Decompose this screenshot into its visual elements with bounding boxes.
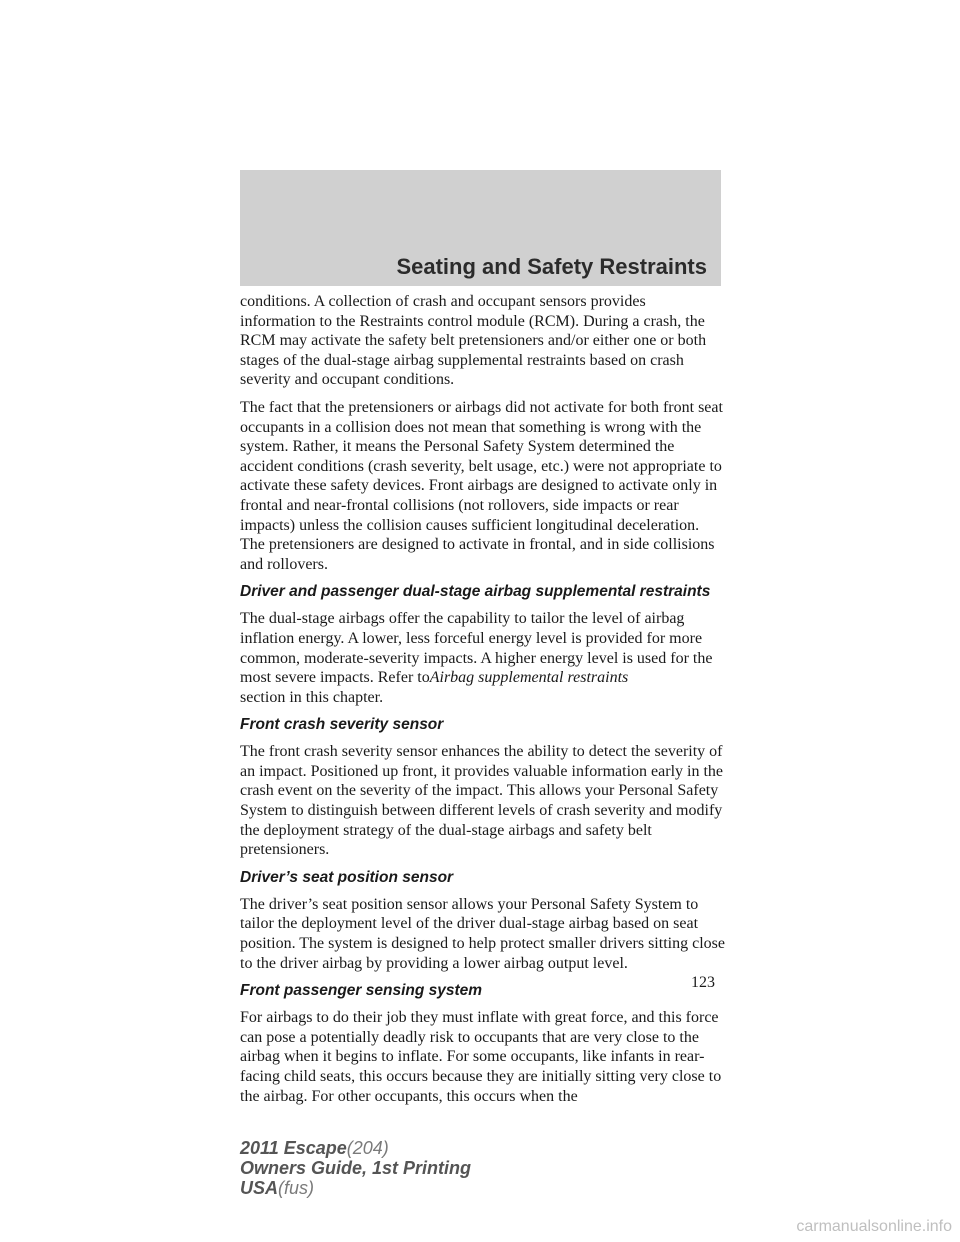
footer-line-model <box>240 1138 471 1158</box>
section-header <box>240 170 721 286</box>
page-content <box>240 292 725 1114</box>
footer-model-code: (204) <box>346 1138 389 1158</box>
paragraph-passenger-sensing: For airbags to do their job they must inflate with great force, and this force can pose a potentially deadly risk to occupants that are very close to the airbag when it begins to inflate. For some occupants, like infants in rear-facing child seats, this occurs because they are initially sitting very close to the airbag. For other occupants, this occurs when the <box>240 1009 722 1105</box>
paragraph-conditions: conditions. A collection of crash and occupant sensors provides information to the Restraints control module (RCM). During a crash, the RCM may activate the safety belt pretensioners and/or either one or both stages of the dual-stage airbag supplemental restraints based on crash severity and occupant conditions. <box>240 293 707 389</box>
airbag-section-reference: Airbag supplemental restraints <box>429 669 629 687</box>
paragraph-dual-stage <box>240 609 725 707</box>
heading-seat-position-sensor: Driver’s seat position sensor <box>240 868 454 886</box>
heading-passenger-sensing: Front passenger sensing system <box>240 982 483 1000</box>
footer-guide: Owners Guide, 1st Printing <box>240 1158 472 1178</box>
paragraph-seat-position-sensor: The driver’s seat position sensor allows your Personal Safety System to tailor the deployment level of the driver dual-stage airbag based on seat position. The system is designed to help protect smaller drivers sitting close to the driver airbag by providing a lower airbag output level. <box>240 895 725 972</box>
paragraph-front-crash-sensor: The front crash severity sensor enhances the ability to detect the severity of an impact. Positioned up front, it provides valuable information early in the crash event on the severity of the impact. This allows your Personal Safety System to distinguish between different levels of crash severity and modify the deployment strategy of the dual-stage airbags and safety belt pretensioners. <box>240 743 723 859</box>
watermark: carmanualsonline.info <box>796 1218 952 1235</box>
page-number: 123 <box>691 974 715 991</box>
heading-dual-stage-airbags: Driver and passenger dual-stage airbag supplemental restraints <box>240 583 711 601</box>
heading-front-crash-sensor: Front crash severity sensor <box>240 716 444 734</box>
print-footer <box>240 1138 471 1198</box>
paragraph-dual-stage-end: section in this chapter. <box>240 688 384 706</box>
footer-line-guide <box>240 1158 471 1178</box>
paragraph-dual-stage-text: The dual-stage airbags offer the capability to tailor the level of airbag inflation energy. A lower, less forceful energy level is provided for more common, moderate-severity impacts. A higher energy level is used for the most severe impacts. Refer to <box>240 610 713 687</box>
section-title: Seating and Safety Restraints <box>396 254 707 279</box>
footer-line-region <box>240 1178 471 1198</box>
footer-region-code: (fus) <box>278 1178 315 1198</box>
footer-region: USA <box>240 1178 279 1198</box>
footer-model: 2011 Escape <box>240 1138 347 1158</box>
paragraph-pretensioners: The fact that the pretensioners or airbags did not activate for both front seat occupants in a collision does not mean that something is wrong with the system. Rather, it means the Personal Safety System determined the accident conditions (crash severity, belt usage, etc.) were not appropriate to activate these safety devices. Front airbags are designed to activate only in frontal and near-frontal collisions (not rollovers, side impacts or rear impacts) unless the collision causes sufficient longitudinal deceleration. The pretensioners are designed to activate in frontal, and in side collisions and rollovers. <box>240 398 723 573</box>
